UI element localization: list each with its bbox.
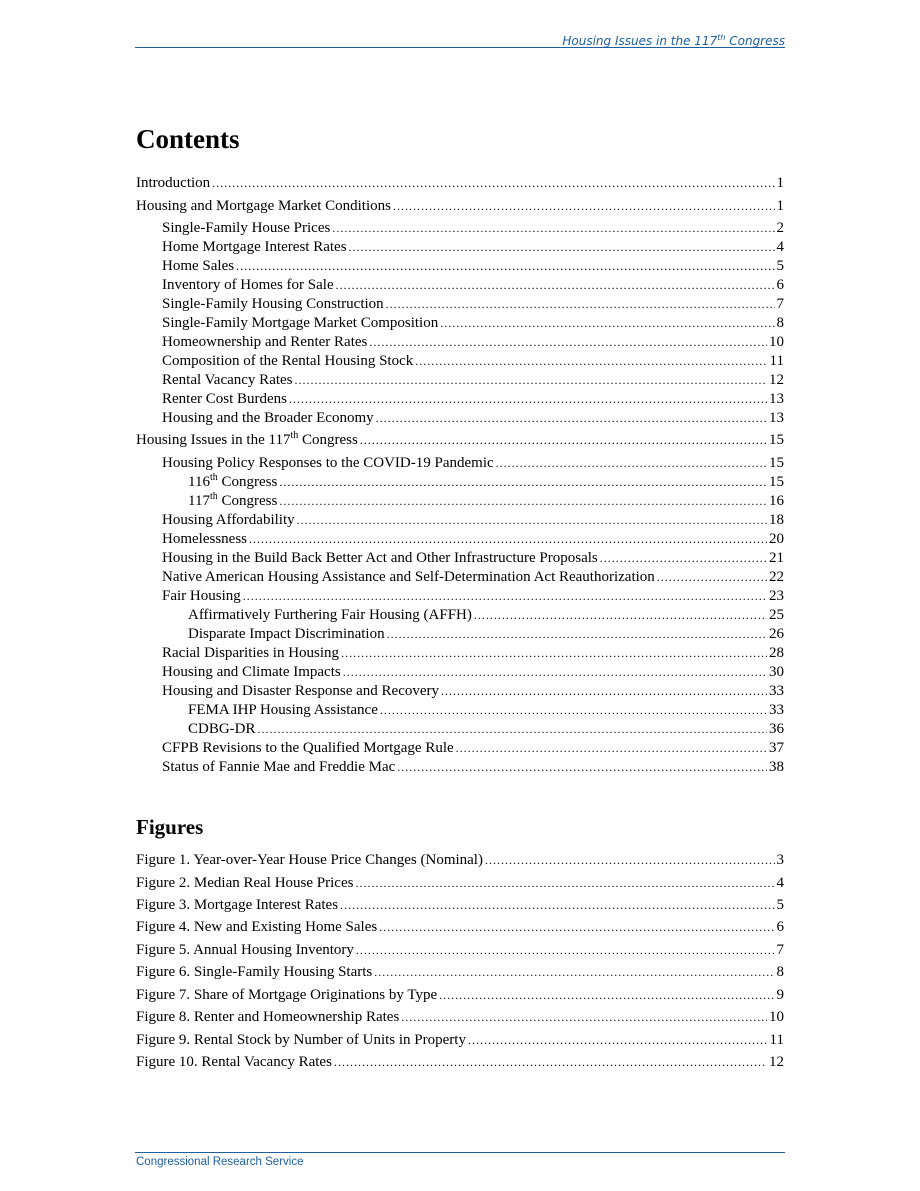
toc-entry[interactable] — [136, 758, 784, 777]
dot-leader — [355, 874, 774, 893]
entry-page-number: 1 — [776, 198, 784, 214]
figure-entry[interactable] — [136, 1031, 784, 1050]
entry-title: Housing and Disaster Response and Recovery — [162, 683, 440, 699]
toc-entry[interactable] — [136, 431, 784, 450]
entry-page-number: 4 — [776, 239, 784, 255]
toc-entry[interactable] — [136, 390, 784, 409]
entry-title: Housing and the Broader Economy — [162, 410, 374, 426]
figure-entry[interactable] — [136, 874, 784, 893]
entry-page-number: 11 — [769, 1032, 784, 1048]
dot-leader — [397, 758, 767, 777]
entry-page-number: 11 — [769, 353, 784, 369]
dot-leader — [360, 431, 767, 450]
entry-title: Housing and Mortgage Market Conditions — [136, 198, 391, 214]
entry-page-number: 2 — [776, 220, 784, 236]
entry-page-number: 36 — [769, 721, 784, 737]
dot-leader — [356, 941, 775, 960]
header-title-sup: th — [717, 33, 726, 42]
footer-rule — [135, 1152, 785, 1153]
entry-title: Rental Vacancy Rates — [162, 372, 293, 388]
entry-title: Figure 5. Annual Housing Inventory — [136, 942, 354, 958]
dot-leader — [440, 314, 774, 333]
figure-entry[interactable] — [136, 918, 784, 937]
dot-leader — [474, 606, 767, 625]
entry-page-number: 10 — [769, 334, 784, 350]
toc-entry[interactable] — [136, 492, 784, 511]
dot-leader — [456, 739, 767, 758]
entry-title: CFPB Revisions to the Qualified Mortgage Rule — [162, 740, 454, 756]
entry-title: Homelessness — [162, 531, 247, 547]
dot-leader — [334, 1053, 767, 1072]
figure-entry[interactable] — [136, 941, 784, 960]
entry-title: Single-Family House Prices — [162, 220, 331, 236]
toc-entry[interactable] — [136, 720, 784, 739]
entry-page-number: 25 — [769, 607, 784, 623]
entry-page-number: 8 — [776, 315, 784, 331]
figure-entry[interactable] — [136, 896, 784, 915]
toc-entry[interactable] — [136, 701, 784, 720]
dot-leader — [212, 174, 774, 193]
dot-leader — [258, 720, 767, 739]
entry-page-number: 5 — [776, 258, 784, 274]
toc-entry[interactable] — [136, 625, 784, 644]
entry-page-number: 5 — [776, 897, 784, 913]
dot-leader — [349, 238, 775, 257]
dot-leader — [496, 454, 767, 473]
entry-title: Native American Housing Assistance and Self-Determination Act Reauthorization — [162, 569, 655, 585]
entry-title: Figure 1. Year-over-Year House Price Changes (Nominal) — [136, 852, 483, 868]
entry-page-number: 12 — [769, 1054, 784, 1070]
dot-leader — [439, 986, 774, 1005]
dot-leader — [415, 352, 767, 371]
entry-title: Racial Disparities in Housing — [162, 645, 340, 661]
toc-entry[interactable] — [136, 606, 784, 625]
entry-page-number: 9 — [776, 987, 784, 1003]
entry-page-number: 21 — [769, 550, 784, 566]
header-rule — [135, 47, 785, 48]
entry-page-number: 20 — [769, 531, 784, 547]
entry-title: 116th Congress — [188, 472, 278, 490]
entry-page-number: 22 — [769, 569, 784, 585]
entry-title: Figure 4. New and Existing Home Sales — [136, 919, 378, 935]
entry-page-number: 15 — [769, 432, 784, 448]
toc-entry[interactable] — [136, 530, 784, 549]
entry-page-number: 16 — [769, 493, 784, 509]
entry-page-number: 37 — [769, 740, 784, 756]
entry-page-number: 33 — [769, 683, 784, 699]
entry-page-number: 7 — [776, 296, 784, 312]
entry-title: Disparate Impact Discrimination — [188, 626, 385, 642]
dot-leader — [340, 896, 774, 915]
entry-title: Affirmatively Furthering Fair Housing (AFFH) — [188, 607, 472, 623]
entry-page-number: 28 — [769, 645, 784, 661]
toc-entry[interactable] — [136, 257, 784, 276]
toc-entry[interactable] — [136, 682, 784, 701]
dot-leader — [289, 390, 767, 409]
dot-leader — [236, 257, 774, 276]
header-title-text: Housing Issues in the 117 — [562, 34, 718, 48]
dot-leader — [401, 1008, 767, 1027]
toc-entry[interactable] — [136, 174, 784, 193]
entry-page-number: 23 — [769, 588, 784, 604]
toc-entry[interactable] — [136, 587, 784, 606]
toc-entry[interactable] — [136, 197, 784, 216]
entry-page-number: 6 — [776, 919, 784, 935]
dot-leader — [441, 682, 767, 701]
entry-title: Housing Issues in the 117th Congress — [136, 430, 358, 448]
entry-page-number: 1 — [776, 175, 784, 191]
dot-leader — [295, 371, 767, 390]
entry-title: Figure 8. Renter and Homeownership Rates — [136, 1009, 400, 1025]
figure-entry[interactable] — [136, 986, 784, 1005]
entry-page-number: 13 — [769, 391, 784, 407]
dot-leader — [369, 333, 767, 352]
toc-entry[interactable] — [136, 511, 784, 530]
figures-heading: Figures — [136, 815, 204, 839]
dot-leader — [249, 530, 767, 549]
entry-title: Single-Family Mortgage Market Composition — [162, 315, 439, 331]
entry-title: Introduction — [136, 175, 211, 191]
figure-entry[interactable] — [136, 851, 784, 870]
dot-leader — [279, 492, 767, 511]
entry-title: Figure 7. Share of Mortgage Originations by Type — [136, 987, 438, 1003]
dot-leader — [376, 409, 767, 428]
toc-entry[interactable] — [136, 371, 784, 390]
entry-title: Home Sales — [162, 258, 235, 274]
dot-leader — [341, 644, 767, 663]
toc-entry[interactable] — [136, 568, 784, 587]
entry-title: Composition of the Rental Housing Stock — [162, 353, 414, 369]
entry-title: Home Mortgage Interest Rates — [162, 239, 347, 255]
figure-entry[interactable] — [136, 963, 784, 982]
toc-entry[interactable] — [136, 276, 784, 295]
entry-title: Fair Housing — [162, 588, 241, 604]
entry-page-number: 6 — [776, 277, 784, 293]
header-title-suffix: Congress — [725, 34, 785, 48]
entry-title: Renter Cost Burdens — [162, 391, 287, 407]
entry-page-number: 38 — [769, 759, 784, 775]
dot-leader — [393, 197, 775, 216]
entry-title: Figure 10. Rental Vacancy Rates — [136, 1054, 332, 1070]
entry-page-number: 10 — [769, 1009, 784, 1025]
dot-leader — [485, 851, 775, 870]
figure-entry[interactable] — [136, 1053, 784, 1072]
toc-entry[interactable] — [136, 333, 784, 352]
entry-title: Homeownership and Renter Rates — [162, 334, 368, 350]
dot-leader — [657, 568, 767, 587]
entry-title: Inventory of Homes for Sale — [162, 277, 334, 293]
toc-entry[interactable] — [136, 295, 784, 314]
entry-title: Figure 3. Mortgage Interest Rates — [136, 897, 339, 913]
entry-title: Housing and Climate Impacts — [162, 664, 341, 680]
running-header — [562, 33, 785, 48]
footer-text: Congressional Research Service — [136, 1156, 304, 1168]
toc-entry[interactable] — [136, 663, 784, 682]
entry-page-number: 30 — [769, 664, 784, 680]
entry-title: Figure 2. Median Real House Prices — [136, 875, 354, 891]
entry-page-number: 7 — [776, 942, 784, 958]
entry-title: Single-Family Housing Construction — [162, 296, 384, 312]
contents-heading: Contents — [136, 124, 240, 154]
toc-entry[interactable] — [136, 409, 784, 428]
entry-page-number: 8 — [776, 964, 784, 980]
entry-title: Status of Fannie Mae and Freddie Mac — [162, 759, 396, 775]
toc-entry[interactable] — [136, 473, 784, 492]
toc-entry[interactable] — [136, 238, 784, 257]
dot-leader — [343, 663, 767, 682]
figure-entry[interactable] — [136, 1008, 784, 1027]
dot-leader — [332, 219, 774, 238]
entry-page-number: 12 — [769, 372, 784, 388]
entry-page-number: 26 — [769, 626, 784, 642]
entry-title: FEMA IHP Housing Assistance — [188, 702, 378, 718]
entry-page-number: 4 — [776, 875, 784, 891]
dot-leader — [380, 701, 767, 720]
dot-leader — [387, 625, 767, 644]
entry-title: Housing in the Build Back Better Act and Other Infrastructure Proposals — [162, 550, 598, 566]
dot-leader — [600, 549, 767, 568]
dot-leader — [297, 511, 767, 530]
toc-entry[interactable] — [136, 314, 784, 333]
entry-page-number: 15 — [769, 455, 784, 471]
entry-page-number: 3 — [776, 852, 784, 868]
entry-title: Housing Policy Responses to the COVID-19 Pandemic — [162, 455, 494, 471]
entry-title: 117th Congress — [188, 491, 278, 509]
toc-entry[interactable] — [136, 739, 784, 758]
entry-page-number: 13 — [769, 410, 784, 426]
toc-entry[interactable] — [136, 549, 784, 568]
toc-entry[interactable] — [136, 644, 784, 663]
toc-entry[interactable] — [136, 454, 784, 473]
entry-title: Figure 6. Single-Family Housing Starts — [136, 964, 373, 980]
entry-page-number: 18 — [769, 512, 784, 528]
entry-page-number: 15 — [769, 474, 784, 490]
toc-entry[interactable] — [136, 352, 784, 371]
dot-leader — [336, 276, 775, 295]
dot-leader — [386, 295, 775, 314]
dot-leader — [243, 587, 767, 606]
dot-leader — [374, 963, 774, 982]
dot-leader — [468, 1031, 768, 1050]
entry-page-number: 33 — [769, 702, 784, 718]
entry-title: Figure 9. Rental Stock by Number of Units in Property — [136, 1032, 466, 1048]
dot-leader — [379, 918, 774, 937]
toc-entry[interactable] — [136, 219, 784, 238]
entry-title: Housing Affordability — [162, 512, 295, 528]
entry-title: CDBG-DR — [188, 721, 256, 737]
dot-leader — [279, 473, 767, 492]
